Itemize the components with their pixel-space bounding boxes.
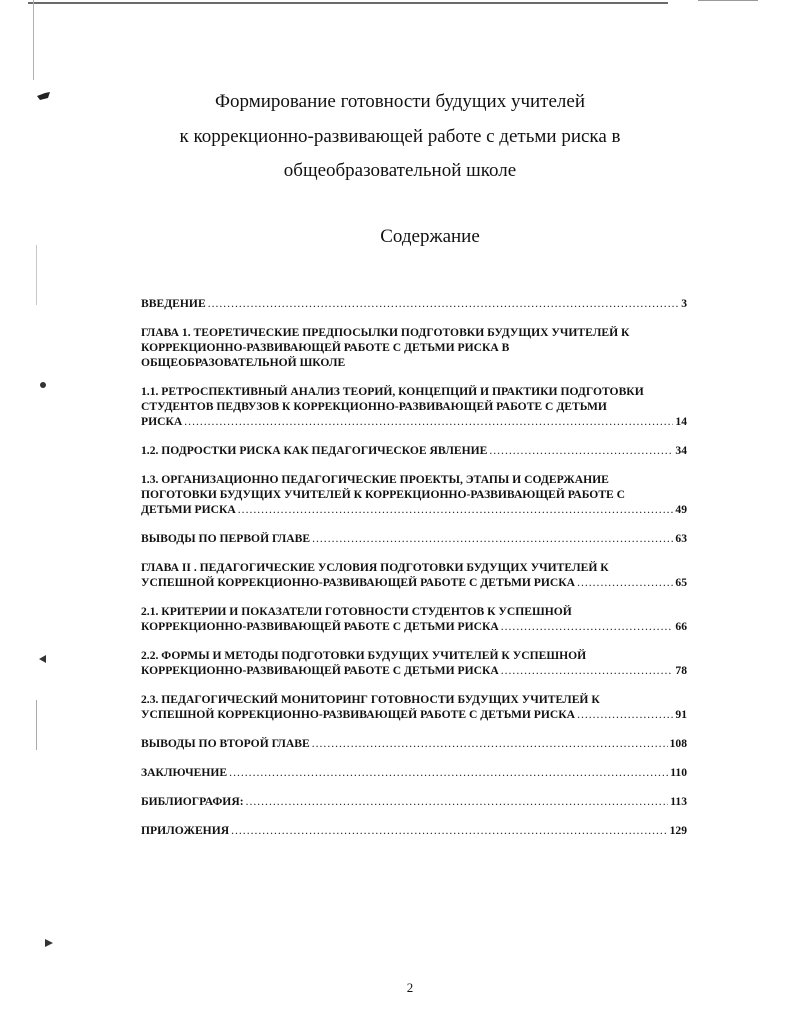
toc-page-number: 113 [670, 795, 687, 808]
scan-border-left [36, 700, 37, 750]
toc-entry-row [141, 736, 687, 751]
toc-entry-row [141, 296, 687, 311]
scan-border-right [698, 0, 758, 1]
toc-entry [141, 604, 687, 634]
dot-leader [312, 531, 673, 546]
toc-entry-row [141, 502, 687, 517]
toc-entry-line: КОРРЕКЦИОННО-РАЗВИВАЮЩЕЙ РАБОТЕ С ДЕТЬМИ РИСКА В [141, 341, 510, 354]
toc-entry [141, 648, 687, 678]
toc-entry-row [141, 619, 687, 634]
toc-entry [141, 823, 687, 838]
toc-entry-row [141, 531, 687, 546]
scan-speck-icon [44, 938, 54, 948]
toc-entry [141, 472, 687, 517]
toc-page-number: 65 [675, 576, 687, 589]
scan-border-left [36, 245, 37, 305]
table-of-contents [141, 296, 687, 852]
toc-page-number: 110 [670, 766, 687, 779]
dot-leader [489, 443, 673, 458]
toc-entry-title: ПРИЛОЖЕНИЯ [141, 824, 230, 837]
toc-entry-row [141, 575, 687, 590]
toc-entry-line: 2.1. КРИТЕРИИ И ПОКАЗАТЕЛИ ГОТОВНОСТИ СТУДЕНТОВ К УСПЕШНОЙ [141, 605, 572, 618]
toc-entry-line: 1.1. РЕТРОСПЕКТИВНЫЙ АНАЛИЗ ТЕОРИЙ, КОНЦЕПЦИЙ И ПРАКТИКИ ПОДГОТОВКИ [141, 385, 644, 398]
document-title-line-3: общеобразовательной школе [283, 160, 517, 181]
toc-page-number: 91 [675, 708, 687, 721]
toc-entry-line: 2.3. ПЕДАГОГИЧЕСКИЙ МОНИТОРИНГ ГОТОВНОСТИ БУДУЩИХ УЧИТЕЛЕЙ К [141, 693, 600, 706]
scan-border-left [33, 0, 34, 80]
toc-entry-title: КОРРЕКЦИОННО-РАЗВИВАЮЩЕЙ РАБОТЕ С ДЕТЬМИ РИСКА [141, 664, 499, 677]
toc-entry-line: ОБЩЕОБРАЗОВАТЕЛЬНОЙ ШКОЛЕ [141, 356, 346, 369]
dot-leader [246, 794, 669, 809]
toc-entry-row [141, 663, 687, 678]
toc-entry [141, 765, 687, 780]
toc-page-number: 129 [669, 824, 687, 837]
dot-leader [231, 823, 668, 838]
toc-entry-title: ВЫВОДЫ ПО ПЕРВОЙ ГЛАВЕ [141, 532, 311, 545]
toc-entry [141, 296, 687, 311]
toc-page-number: 63 [675, 532, 687, 545]
page-number: 2 [406, 980, 414, 995]
toc-entry [141, 794, 687, 809]
document-title-line-1: Формирование готовности будущих учителей [215, 91, 585, 112]
toc-entry-row [141, 443, 687, 458]
toc-entry [141, 325, 687, 370]
toc-entry-row [141, 707, 687, 722]
toc-entry-line: 2.2. ФОРМЫ И МЕТОДЫ ПОДГОТОВКИ БУДУЩИХ УЧИТЕЛЕЙ К УСПЕШНОЙ [141, 649, 587, 662]
dot-leader [577, 575, 673, 590]
dot-leader [238, 502, 674, 517]
dot-leader [501, 663, 674, 678]
toc-entry-title: УСПЕШНОЙ КОРРЕКЦИОННО-РАЗВИВАЮЩЕЙ РАБОТЕ С ДЕТЬМИ РИСКА [141, 708, 576, 721]
toc-entry-title: БИБЛИОГРАФИЯ: [141, 795, 244, 808]
toc-entry [141, 443, 687, 458]
toc-page-number: 14 [675, 415, 687, 428]
toc-entry-title: 1.2. ПОДРОСТКИ РИСКА КАК ПЕДАГОГИЧЕСКОЕ ЯВЛЕНИЕ [141, 444, 488, 457]
toc-entry [141, 560, 687, 590]
toc-entry-title: ВВЕДЕНИЕ [141, 297, 206, 310]
toc-page-number: 34 [675, 444, 687, 457]
toc-entry-title: ЗАКЛЮЧЕНИЕ [141, 766, 228, 779]
toc-entry-title: ВЫВОДЫ ПО ВТОРОЙ ГЛАВЕ [141, 737, 310, 750]
dot-leader [229, 765, 668, 780]
toc-entry [141, 692, 687, 722]
toc-entry-line: СТУДЕНТОВ ПЕДВУЗОВ К КОРРЕКЦИОННО-РАЗВИВАЮЩЕЙ РАБОТЕ С ДЕТЬМИ [141, 400, 607, 413]
toc-entry [141, 531, 687, 546]
dot-leader [312, 736, 668, 751]
toc-entry [141, 384, 687, 429]
toc-page-number: 78 [675, 664, 687, 677]
toc-entry-row [141, 414, 687, 429]
document-title-line-2: к коррекционно-развивающей работе с детьми риска в [179, 126, 621, 147]
scan-border-top [28, 2, 668, 4]
toc-page-number: 49 [675, 503, 687, 516]
contents-heading: Содержание [380, 226, 480, 247]
toc-page-number: 66 [675, 620, 687, 633]
toc-entry-line: 1.3. ОРГАНИЗАЦИОННО ПЕДАГОГИЧЕСКИЕ ПРОЕКТЫ, ЭТАПЫ И СОДЕРЖАНИЕ [141, 473, 609, 486]
dot-leader [501, 619, 674, 634]
toc-entry [141, 736, 687, 751]
toc-entry-title: КОРРЕКЦИОННО-РАЗВИВАЮЩЕЙ РАБОТЕ С ДЕТЬМИ РИСКА [141, 620, 499, 633]
toc-entry-line: ГЛАВА 1. ТЕОРЕТИЧЕСКИЕ ПРЕДПОСЫЛКИ ПОДГОТОВКИ БУДУЩИХ УЧИТЕЛЕЙ К [141, 326, 630, 339]
toc-entry-title: ДЕТЬМИ РИСКА [141, 503, 236, 516]
toc-page-number: 3 [681, 297, 687, 310]
dot-leader [184, 414, 673, 429]
dot-leader [577, 707, 673, 722]
toc-entry-row [141, 794, 687, 809]
scan-speck-icon [36, 90, 52, 102]
dot-leader [208, 296, 680, 311]
toc-entry-line: ПОГОТОВКИ БУДУЩИХ УЧИТЕЛЕЙ К КОРРЕКЦИОННО-РАЗВИВАЮЩЕЙ РАБОТЕ С [141, 488, 626, 501]
toc-entry-title: УСПЕШНОЙ КОРРЕКЦИОННО-РАЗВИВАЮЩЕЙ РАБОТЕ С ДЕТЬМИ РИСКА [141, 576, 576, 589]
toc-entry-row [141, 823, 687, 838]
toc-entry-line: ГЛАВА II . ПЕДАГОГИЧЕСКИЕ УСЛОВИЯ ПОДГОТОВКИ БУДУЩИХ УЧИТЕЛЕЙ К [141, 561, 609, 574]
toc-entry-row [141, 765, 687, 780]
scan-speck-icon [38, 380, 48, 390]
toc-page-number: 108 [669, 737, 687, 750]
toc-entry-title: РИСКА [141, 415, 183, 428]
scan-speck-icon [38, 654, 48, 664]
